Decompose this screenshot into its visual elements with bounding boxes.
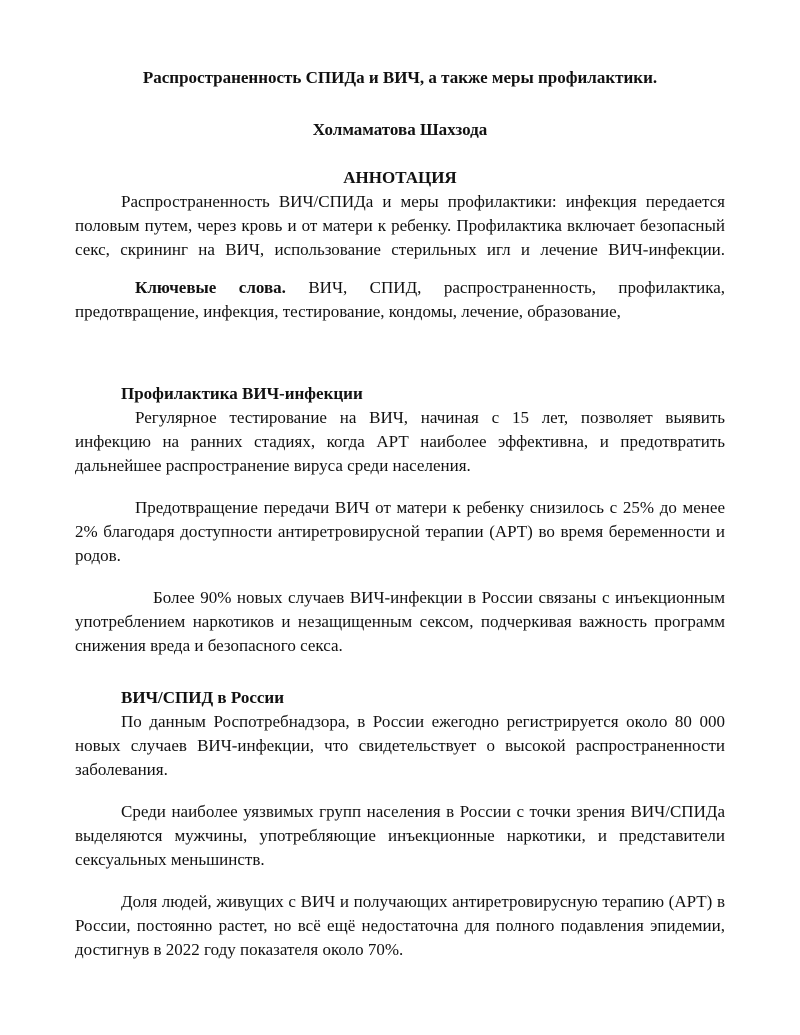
prevention-paragraph-1: Регулярное тестирование на ВИЧ, начиная с 15 лет, позволяет выявить инфекцию на ранних стадиях, когда АРТ наиболее эффективна, и предотвратить дальнейшее распространение вируса среди населения. xyxy=(75,408,725,475)
document-title: Распространенность СПИДа и ВИЧ, а также меры профилактики. xyxy=(142,68,658,87)
russia-paragraph-2: Среди наиболее уязвимых групп населения в России с точки зрения ВИЧ/СПИДа выделяются мужчины, употребляющие инъекционные наркотики, и представители сексуальных меньшинств. xyxy=(75,802,725,869)
author-name: Холмаматова Шахзода xyxy=(312,120,488,139)
russia-paragraph-3: Доля людей, живущих с ВИЧ и получающих антиретровирусную терапию (АРТ) в России, постоянно растет, но всё ещё недостаточна для полного подавления эпидемии, достигнув в 2022 году показателя около 70%. xyxy=(75,892,725,959)
annotation-text-main: Распространенность ВИЧ/СПИДа и меры профилактики: инфекция передается половым путем, через кровь и от матери к ребенку. Профилактика включает безопасный секс, скрининг на ВИЧ, использование стерильных игл и лечение xyxy=(75,192,725,259)
section-heading-prevention: Профилактика ВИЧ-инфекции xyxy=(121,384,363,403)
annotation-text-tail: ВИЧ-инфекции. xyxy=(608,240,726,259)
annotation-text xyxy=(75,190,725,262)
keywords-label: Ключевые слова. xyxy=(135,278,286,297)
keywords-paragraph xyxy=(75,276,725,324)
keywords-text: ВИЧ, СПИД, распространенность, профилактика, предотвращение, инфекция, тестирование, кондомы, лечение, образование, xyxy=(75,278,725,321)
annotation-heading: АННОТАЦИЯ xyxy=(343,168,457,187)
prevention-paragraph-3: Более 90% новых случаев ВИЧ-инфекции в России связаны с инъекционным употреблением наркотиков и незащищенным сексом, подчеркивая важность программ снижения вреда и безопасного секса. xyxy=(75,588,725,655)
russia-paragraph-1: По данным Роспотребнадзора, в России ежегодно регистрируется около 80 000 новых случаев ВИЧ-инфекции, что свидетельствует о высокой распространенности заболевания. xyxy=(75,712,725,779)
annotation-body xyxy=(75,190,725,262)
prevention-paragraph-2: Предотвращение передачи ВИЧ от матери к ребенку снизилось с 25% до менее 2% благодаря доступности антиретровирусной терапии (АРТ) во время беременности и родов. xyxy=(75,498,725,565)
section-heading-russia: ВИЧ/СПИД в России xyxy=(121,688,285,707)
